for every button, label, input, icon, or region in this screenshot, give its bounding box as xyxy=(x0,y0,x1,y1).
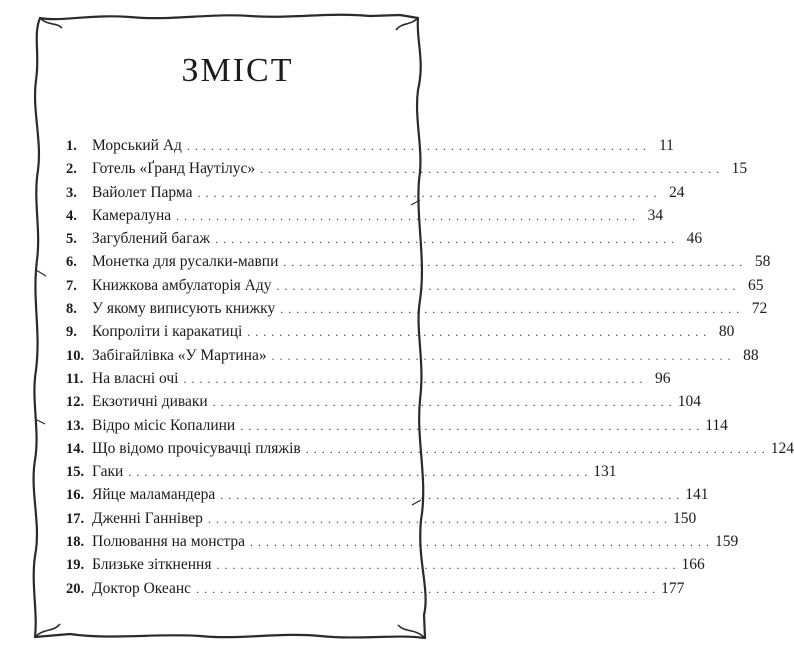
toc-entry-page: 114 xyxy=(705,416,728,434)
toc-entry xyxy=(66,276,764,300)
toc-entry-number: 16. xyxy=(66,487,85,504)
toc-entry-number: 19. xyxy=(66,557,85,574)
toc-leader-dots: . . . . . . . . . . . . . . . . . . . . . . . . . . . . . . . . . . . . . . . . . . . . . . . . . . . . . . . . . . xyxy=(216,558,677,573)
toc-entry-number: 1. xyxy=(66,138,77,154)
toc-entry-number: 3. xyxy=(66,184,77,201)
toc-entry-page: 11 xyxy=(658,137,674,154)
toc-entry-number: 9. xyxy=(66,324,77,341)
toc-leader-dots: . . . . . . . . . . . . . . . . . . . . . . . . . . . . . . . . . . . . . . . . . . . . . . . . . . . . . . . . . . xyxy=(176,208,637,223)
toc-entry-number: 20. xyxy=(66,580,85,597)
toc-entry-page: 88 xyxy=(743,346,759,364)
toc-entry-title: Книжкова амбулаторія Аду xyxy=(92,276,272,294)
toc-entry-page: 72 xyxy=(751,300,768,318)
toc-entry-page: 141 xyxy=(685,486,709,504)
toc-leader-dots: . . . . . . . . . . . . . . . . . . . . . . . . . . . . . . . . . . . . . . . . . . . . . . . . . . . . . . . . . . xyxy=(260,162,721,177)
toc-entry-title: Морський Ад xyxy=(92,137,182,154)
toc-entry-title: Монетка для русалки-мавпи xyxy=(92,253,279,271)
table-of-contents xyxy=(66,137,794,603)
toc-entry-page: 65 xyxy=(747,276,764,294)
toc-entry-page: 58 xyxy=(754,253,771,271)
toc-leader-dots: . . . . . . . . . . . . . . . . . . . . . . . . . . . . . . . . . . . . . . . . . . . . . . . . . . . . . . . . . . xyxy=(183,371,644,386)
toc-leader-dots: . . . . . . . . . . . . . . . . . . . . . . . . . . . . . . . . . . . . . . . . . . . . . . . . . . . . . . . . . . xyxy=(240,418,701,433)
toc-entry xyxy=(66,160,748,183)
toc-entry-page: 80 xyxy=(718,323,735,341)
toc-entry-title: Гаки xyxy=(92,463,124,481)
toc-entry-title: Яйце маламандера xyxy=(92,486,216,504)
toc-leader-dots: . . . . . . . . . . . . . . . . . . . . . . . . . . . . . . . . . . . . . . . . . . . . . . . . . . . . . . . . . . xyxy=(197,185,658,200)
toc-entry-number: 10. xyxy=(66,347,85,364)
toc-leader-dots: . . . . . . . . . . . . . . . . . . . . . . . . . . . . . . . . . . . . . . . . . . . . . . . . . . . . . . . . . . xyxy=(280,302,741,317)
toc-entry xyxy=(66,183,685,207)
toc-entry-title: Дженні Ганнівер xyxy=(92,509,203,527)
toc-entry xyxy=(66,253,771,276)
toc-leader-dots: . . . . . . . . . . . . . . . . . . . . . . . . . . . . . . . . . . . . . . . . . . . . . . . . . . . . . . . . . . xyxy=(220,488,681,503)
toc-entry-title: Що відомо прочісувачці пляжів xyxy=(92,439,301,457)
toc-entry-number: 17. xyxy=(66,510,85,527)
toc-leader-dots: . . . . . . . . . . . . . . . . . . . . . . . . . . . . . . . . . . . . . . . . . . . . . . . . . . . . . . . . . . xyxy=(283,255,744,270)
toc-entry-page: 177 xyxy=(661,579,685,597)
toc-entry-page: 159 xyxy=(715,533,739,551)
toc-entry-number: 4. xyxy=(66,207,77,224)
toc-leader-dots: . . . . . . . . . . . . . . . . . . . . . . . . . . . . . . . . . . . . . . . . . . . . . . . . . . . . . . . . . . xyxy=(196,581,657,596)
toc-entry xyxy=(66,346,759,370)
toc-entry xyxy=(66,556,705,579)
toc-entry xyxy=(66,137,674,160)
toc-leader-dots: . . . . . . . . . . . . . . . . . . . . . . . . . . . . . . . . . . . . . . . . . . . . . . . . . . . . . . . . . . xyxy=(247,325,708,340)
toc-entry-title: Готель «Ґранд Наутілус» xyxy=(92,160,256,178)
toc-entry xyxy=(66,439,794,463)
toc-entry xyxy=(66,300,768,323)
toc-entry xyxy=(66,369,671,393)
toc-entry-number: 5. xyxy=(66,231,77,248)
toc-entry-number: 11. xyxy=(66,370,84,387)
toc-entry-number: 18. xyxy=(66,534,85,551)
toc-leader-dots: . . . . . . . . . . . . . . . . . . . . . . . . . . . . . . . . . . . . . . . . . . . . . . . . . . . . . . . . . . xyxy=(250,535,711,550)
toc-entry-page: 131 xyxy=(593,463,617,481)
toc-leader-dots: . . . . . . . . . . . . . . . . . . . . . . . . . . . . . . . . . . . . . . . . . . . . . . . . . . . . . . . . . . xyxy=(186,139,647,153)
toc-leader-dots: . . . . . . . . . . . . . . . . . . . . . . . . . . . . . . . . . . . . . . . . . . . . . . . . . . . . . . . . . . xyxy=(212,395,673,410)
toc-entry-page: 166 xyxy=(681,556,705,574)
toc-entry-title: Забігайлівка «У Мартина» xyxy=(92,346,267,364)
toc-entry xyxy=(66,533,739,556)
toc-leader-dots: . . . . . . . . . . . . . . . . . . . . . . . . . . . . . . . . . . . . . . . . . . . . . . . . . . . . . . . . . . xyxy=(207,511,668,526)
toc-entry xyxy=(66,230,703,253)
toc-entry-page: 15 xyxy=(731,160,748,178)
toc-entry xyxy=(66,463,617,486)
toc-entry xyxy=(66,416,728,440)
toc-entry-number: 6. xyxy=(66,254,77,271)
toc-entry-page: 34 xyxy=(647,206,664,224)
toc-leader-dots: . . . . . . . . . . . . . . . . . . . . . . . . . . . . . . . . . . . . . . . . . . . . . . . . . . . . . . . . . . xyxy=(276,278,737,293)
toc-entry-title: Доктор Океанс xyxy=(92,579,192,597)
toc-entry-page: 104 xyxy=(677,393,701,411)
toc-leader-dots: . . . . . . . . . . . . . . . . . . . . . . . . . . . . . . . . . . . . . . . . . . . . . . . . . . . . . . . . . . xyxy=(305,441,766,456)
toc-entry-page: 124 xyxy=(770,439,794,457)
toc-entry-title: Вайолет Парма xyxy=(92,183,193,201)
toc-entry-title: У якому виписують книжку xyxy=(92,300,276,318)
toc-entry-title: Екзотичні диваки xyxy=(92,393,208,411)
toc-leader-dots: . . . . . . . . . . . . . . . . . . . . . . . . . . . . . . . . . . . . . . . . . . . . . . . . . . . . . . . . . . xyxy=(128,465,589,480)
toc-entry-page: 46 xyxy=(686,230,703,248)
toc-entry-title: Відро місіс Копалини xyxy=(92,416,236,434)
toc-entry xyxy=(66,579,685,603)
toc-entry xyxy=(66,206,664,230)
toc-entry-number: 8. xyxy=(66,301,77,318)
toc-entry-title: На власні очі xyxy=(92,369,179,387)
toc-entry xyxy=(66,323,735,346)
toc-leader-dots: . . . . . . . . . . . . . . . . . . . . . . . . . . . . . . . . . . . . . . . . . . . . . . . . . . . . . . . . . . xyxy=(215,232,676,247)
toc-entry-title: Камералуна xyxy=(92,206,172,224)
toc-entry-title: Загублений багаж xyxy=(92,230,211,248)
toc-entry-page: 24 xyxy=(669,183,685,201)
toc-entry-number: 14. xyxy=(66,440,85,457)
toc-entry xyxy=(66,486,709,509)
frame-curl-top-right xyxy=(396,18,418,30)
toc-entry-number: 7. xyxy=(66,277,77,294)
toc-entry xyxy=(66,393,701,416)
toc-entry xyxy=(66,509,697,533)
toc-entry-number: 15. xyxy=(66,464,85,481)
toc-entry-number: 12. xyxy=(66,394,85,411)
toc-entry-number: 13. xyxy=(66,417,85,434)
toc-entry-number: 2. xyxy=(66,161,77,178)
page-title: ЗМІСТ xyxy=(181,52,294,89)
toc-entry-title: Копроліти і каракатиці xyxy=(92,323,243,341)
toc-leader-dots: . . . . . . . . . . . . . . . . . . . . . . . . . . . . . . . . . . . . . . . . . . . . . . . . . . . . . . . . . . xyxy=(271,348,732,363)
toc-entry-title: Полювання на монстра xyxy=(92,533,246,551)
toc-entry-page: 150 xyxy=(672,509,697,527)
toc-entry-title: Близьке зіткнення xyxy=(92,556,212,574)
toc-entry-page: 96 xyxy=(654,369,671,387)
